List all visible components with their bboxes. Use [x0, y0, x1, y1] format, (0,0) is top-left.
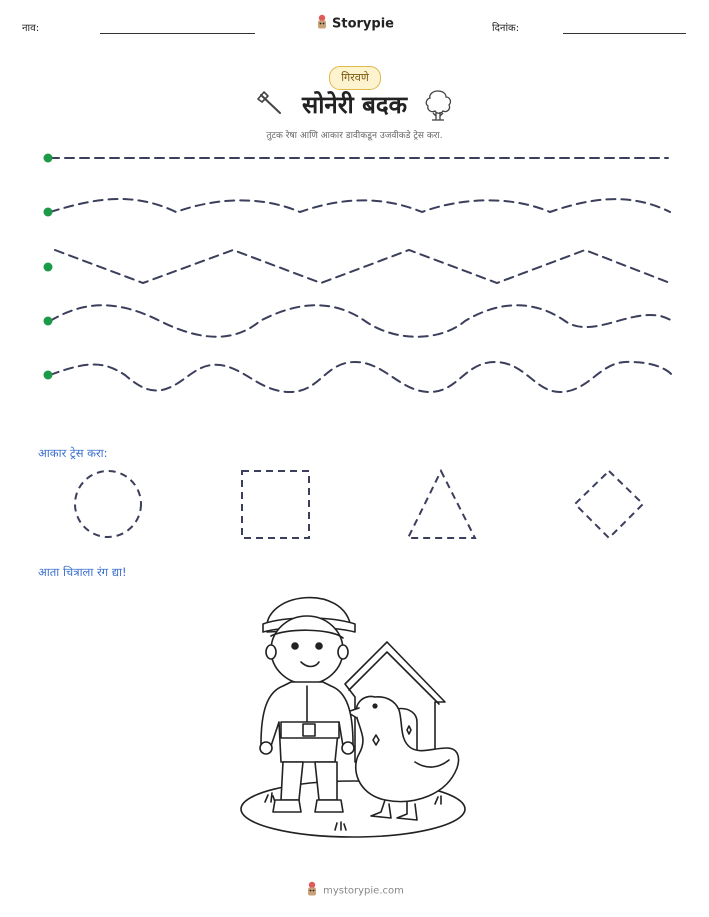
- trace-circle: [75, 471, 141, 537]
- start-dot: [44, 317, 53, 326]
- tracing-line-wave-2: [50, 305, 672, 337]
- category-badge: गिरवणे: [329, 66, 381, 90]
- date-label: दिनांक:: [492, 23, 520, 34]
- footer: [0, 881, 709, 900]
- woodcutter-and-duck-illustration: [235, 572, 475, 844]
- start-dot: [44, 208, 53, 217]
- trace-square: [242, 471, 309, 538]
- brand-name: Storypie: [332, 16, 394, 32]
- date-field-line[interactable]: [563, 33, 686, 34]
- tree-icon: [422, 88, 454, 126]
- start-dot: [44, 263, 53, 272]
- footer-site-link[interactable]: mystorypie.com: [323, 885, 404, 897]
- coloring-section-label: आता चित्राला रंग द्या!: [38, 565, 127, 579]
- trace-diamond: [575, 471, 643, 538]
- start-dot: [44, 154, 53, 163]
- instruction-text: तुटक रेषा आणि आकार डावीकडून उजवीकडे ट्रेस करा.: [266, 131, 443, 141]
- tracing-line-wave-1: [50, 199, 670, 212]
- storypie-logo-icon: [315, 14, 329, 34]
- brand: [0, 14, 709, 34]
- tracing-line-wave-3: [50, 362, 672, 392]
- page-title: सोनेरी बदक: [301, 91, 408, 119]
- name-label: नाव:: [22, 23, 40, 34]
- shapes-section-label: आकार ट्रेस करा:: [38, 446, 108, 460]
- storypie-logo-icon: [305, 881, 319, 900]
- tracing-lines: [0, 140, 709, 400]
- trace-shapes: [0, 460, 709, 550]
- trace-triangle: [408, 471, 475, 538]
- tracing-line-zigzag: [55, 250, 670, 283]
- start-dot: [44, 371, 53, 380]
